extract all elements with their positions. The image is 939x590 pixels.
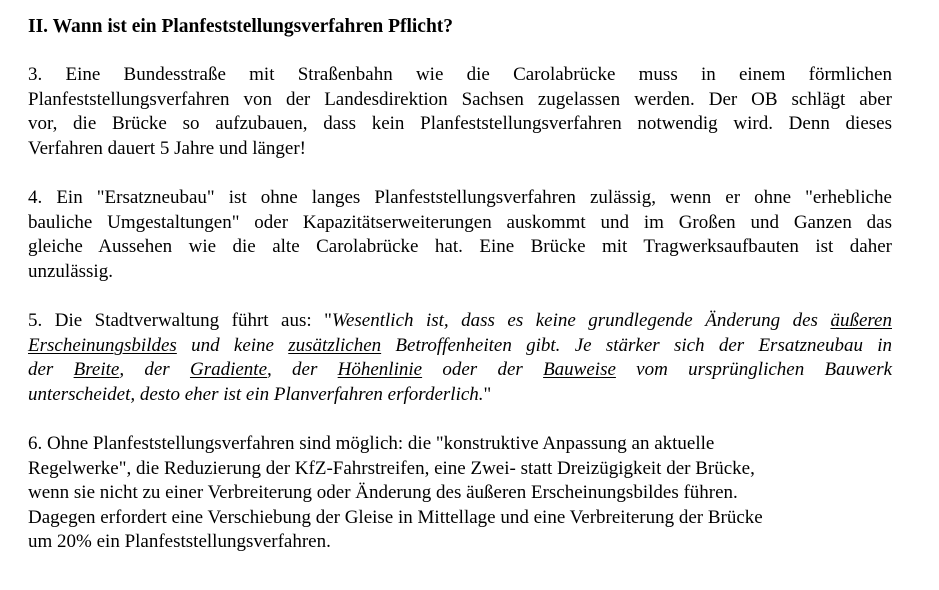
paragraph-6-line: Dagegen erfordert eine Verschiebung der Gleise in Mittellage und eine Verbreiterung der Brücke	[28, 506, 763, 528]
paragraph-4	[28, 186, 892, 284]
quote-text: Betroffenheiten gibt. Je stärker sich der Ersatzneubau in	[381, 334, 893, 356]
paragraph-4-line: gleiche Aussehen wie die alte Carolabrücke hat. Eine Brücke mit Tragwerksaufbauten ist daher	[28, 236, 892, 257]
underlined-term: Erscheinungsbildes	[28, 334, 177, 356]
quote-text: und keine	[176, 334, 289, 356]
document-page	[28, 14, 892, 580]
underlined-term: Gradiente	[189, 359, 268, 380]
quote-text: Wesentlich ist, dass es keine grundlegende Änderung des	[331, 310, 831, 331]
section-heading: II. Wann ist ein Planfeststellungsverfahren Pflicht?	[28, 16, 454, 37]
paragraph-3-line: vor, die Brücke so aufzubauen, dass kein Planfeststellungsverfahren notwendig wird. Denn dieses	[28, 113, 892, 134]
quote-text: , der	[267, 359, 338, 380]
paragraph-5-line	[28, 334, 892, 359]
paragraph-4-line: unzulässig.	[28, 260, 113, 282]
underlined-term: Höhenlinie	[337, 359, 423, 380]
paragraph-6-line: wenn sie nicht zu einer Verbreiterung oder Änderung des äußeren Erscheinungsbildes führen.	[28, 482, 738, 503]
paragraph-3-line: Planfeststellungsverfahren von der Landesdirektion Sachsen zugelassen werden. Der OB schlägt aber	[28, 88, 892, 110]
paragraph-3-line: Verfahren dauert 5 Jahre und länger!	[28, 137, 307, 159]
underlined-term: Bauweise	[543, 359, 616, 380]
quote-intro: 5. Die Stadtverwaltung führt aus: "	[28, 310, 332, 331]
quote-text: der	[28, 359, 74, 380]
underlined-term: zusätzlichen	[288, 334, 382, 356]
quote-close: "	[483, 383, 492, 405]
paragraph-5-line	[28, 383, 892, 408]
paragraph-6	[28, 432, 892, 555]
paragraph-5-line	[28, 309, 892, 334]
paragraph-5-line	[28, 358, 892, 383]
paragraph-3	[28, 63, 892, 161]
quote-text: vom ursprünglichen Bauwerk	[615, 359, 893, 380]
quote-text: oder der	[422, 359, 544, 380]
underlined-term: äußeren	[830, 310, 892, 331]
paragraph-4-line: bauliche Umgestaltungen" oder Kapazitätserweiterungen auskommt und im Großen und Ganzen das	[28, 211, 892, 233]
quote-text: , der	[119, 359, 190, 380]
paragraph-6-line: 6. Ohne Planfeststellungsverfahren sind möglich: die "konstruktive Anpassung an aktuelle	[28, 433, 715, 454]
paragraph-3-line: 3. Eine Bundesstraße mit Straßenbahn wie die Carolabrücke muss in einem förmlichen	[28, 64, 892, 85]
paragraph-6-line: um 20% ein Planfeststellungsverfahren.	[28, 531, 331, 552]
underlined-term: Breite	[73, 359, 120, 380]
paragraph-6-line: Regelwerke", die Reduzierung der KfZ-Fahrstreifen, eine Zwei- statt Dreizügigkeit der Brücke,	[28, 457, 755, 479]
quote-text: unterscheidet, desto eher ist ein Planverfahren erforderlich.	[28, 383, 484, 405]
paragraph-4-line: 4. Ein "Ersatzneubau" ist ohne langes Planfeststellungsverfahren zulässig, wenn er ohne "erhebliche	[28, 187, 892, 208]
paragraph-5	[28, 309, 892, 407]
